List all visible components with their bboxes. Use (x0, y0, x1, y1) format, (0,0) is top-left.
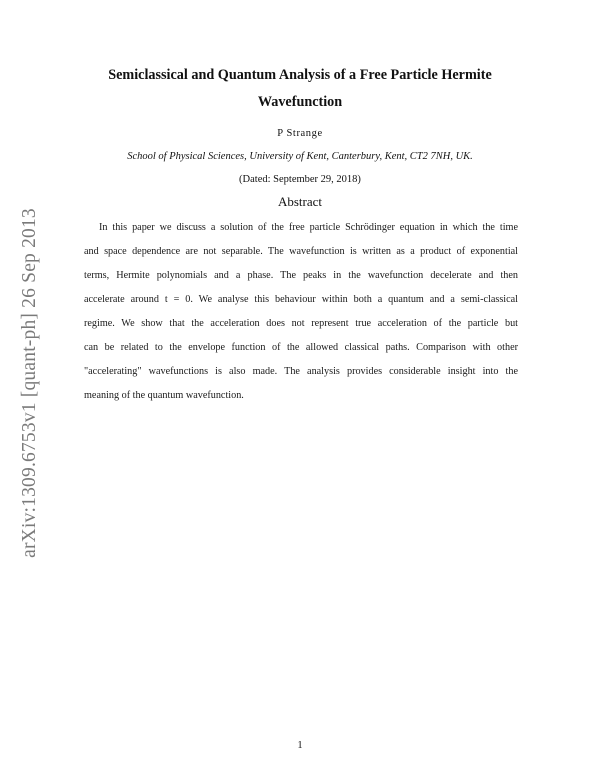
abstract-line: "accelerating" wavefunctions is also made. The analysis provides considerable insight into the (84, 366, 518, 377)
author-name: P Strange (277, 128, 323, 139)
abstract-line: and space dependence are not separable. The wavefunction is written as a product of exponential (84, 246, 518, 257)
abstract-line: can be related to the envelope function of the allowed classical paths. Comparison with other (84, 342, 518, 353)
abstract-line: accelerate around t = 0. We analyse this behaviour within both a quantum and a semi-classical (84, 294, 518, 305)
abstract-heading: Abstract (277, 194, 323, 209)
paper-title-line-1: Semiclassical and Quantum Analysis of a Free Particle Hermite (108, 67, 492, 83)
abstract-line: meaning of the quantum wavefunction. (84, 390, 244, 401)
paper-title-line-2: Wavefunction (257, 94, 343, 110)
arxiv-identifier-stamp: arXiv:1309.6753v1 [quant-ph] 26 Sep 2013 (19, 208, 40, 558)
abstract-line: terms, Hermite polynomials and a phase. The peaks in the wavefunction decelerate and then (84, 270, 518, 281)
date-line: (Dated: September 29, 2018) (239, 174, 361, 185)
page-number: 1 (297, 740, 303, 751)
abstract-line: regime. We show that the acceleration does not represent true acceleration of the particle but (84, 318, 518, 329)
abstract-line: In this paper we discuss a solution of the free particle Schrödinger equation in which the time (99, 222, 518, 233)
author-affiliation: School of Physical Sciences, University of Kent, Canterbury, Kent, CT2 7NH, UK. (127, 151, 473, 162)
